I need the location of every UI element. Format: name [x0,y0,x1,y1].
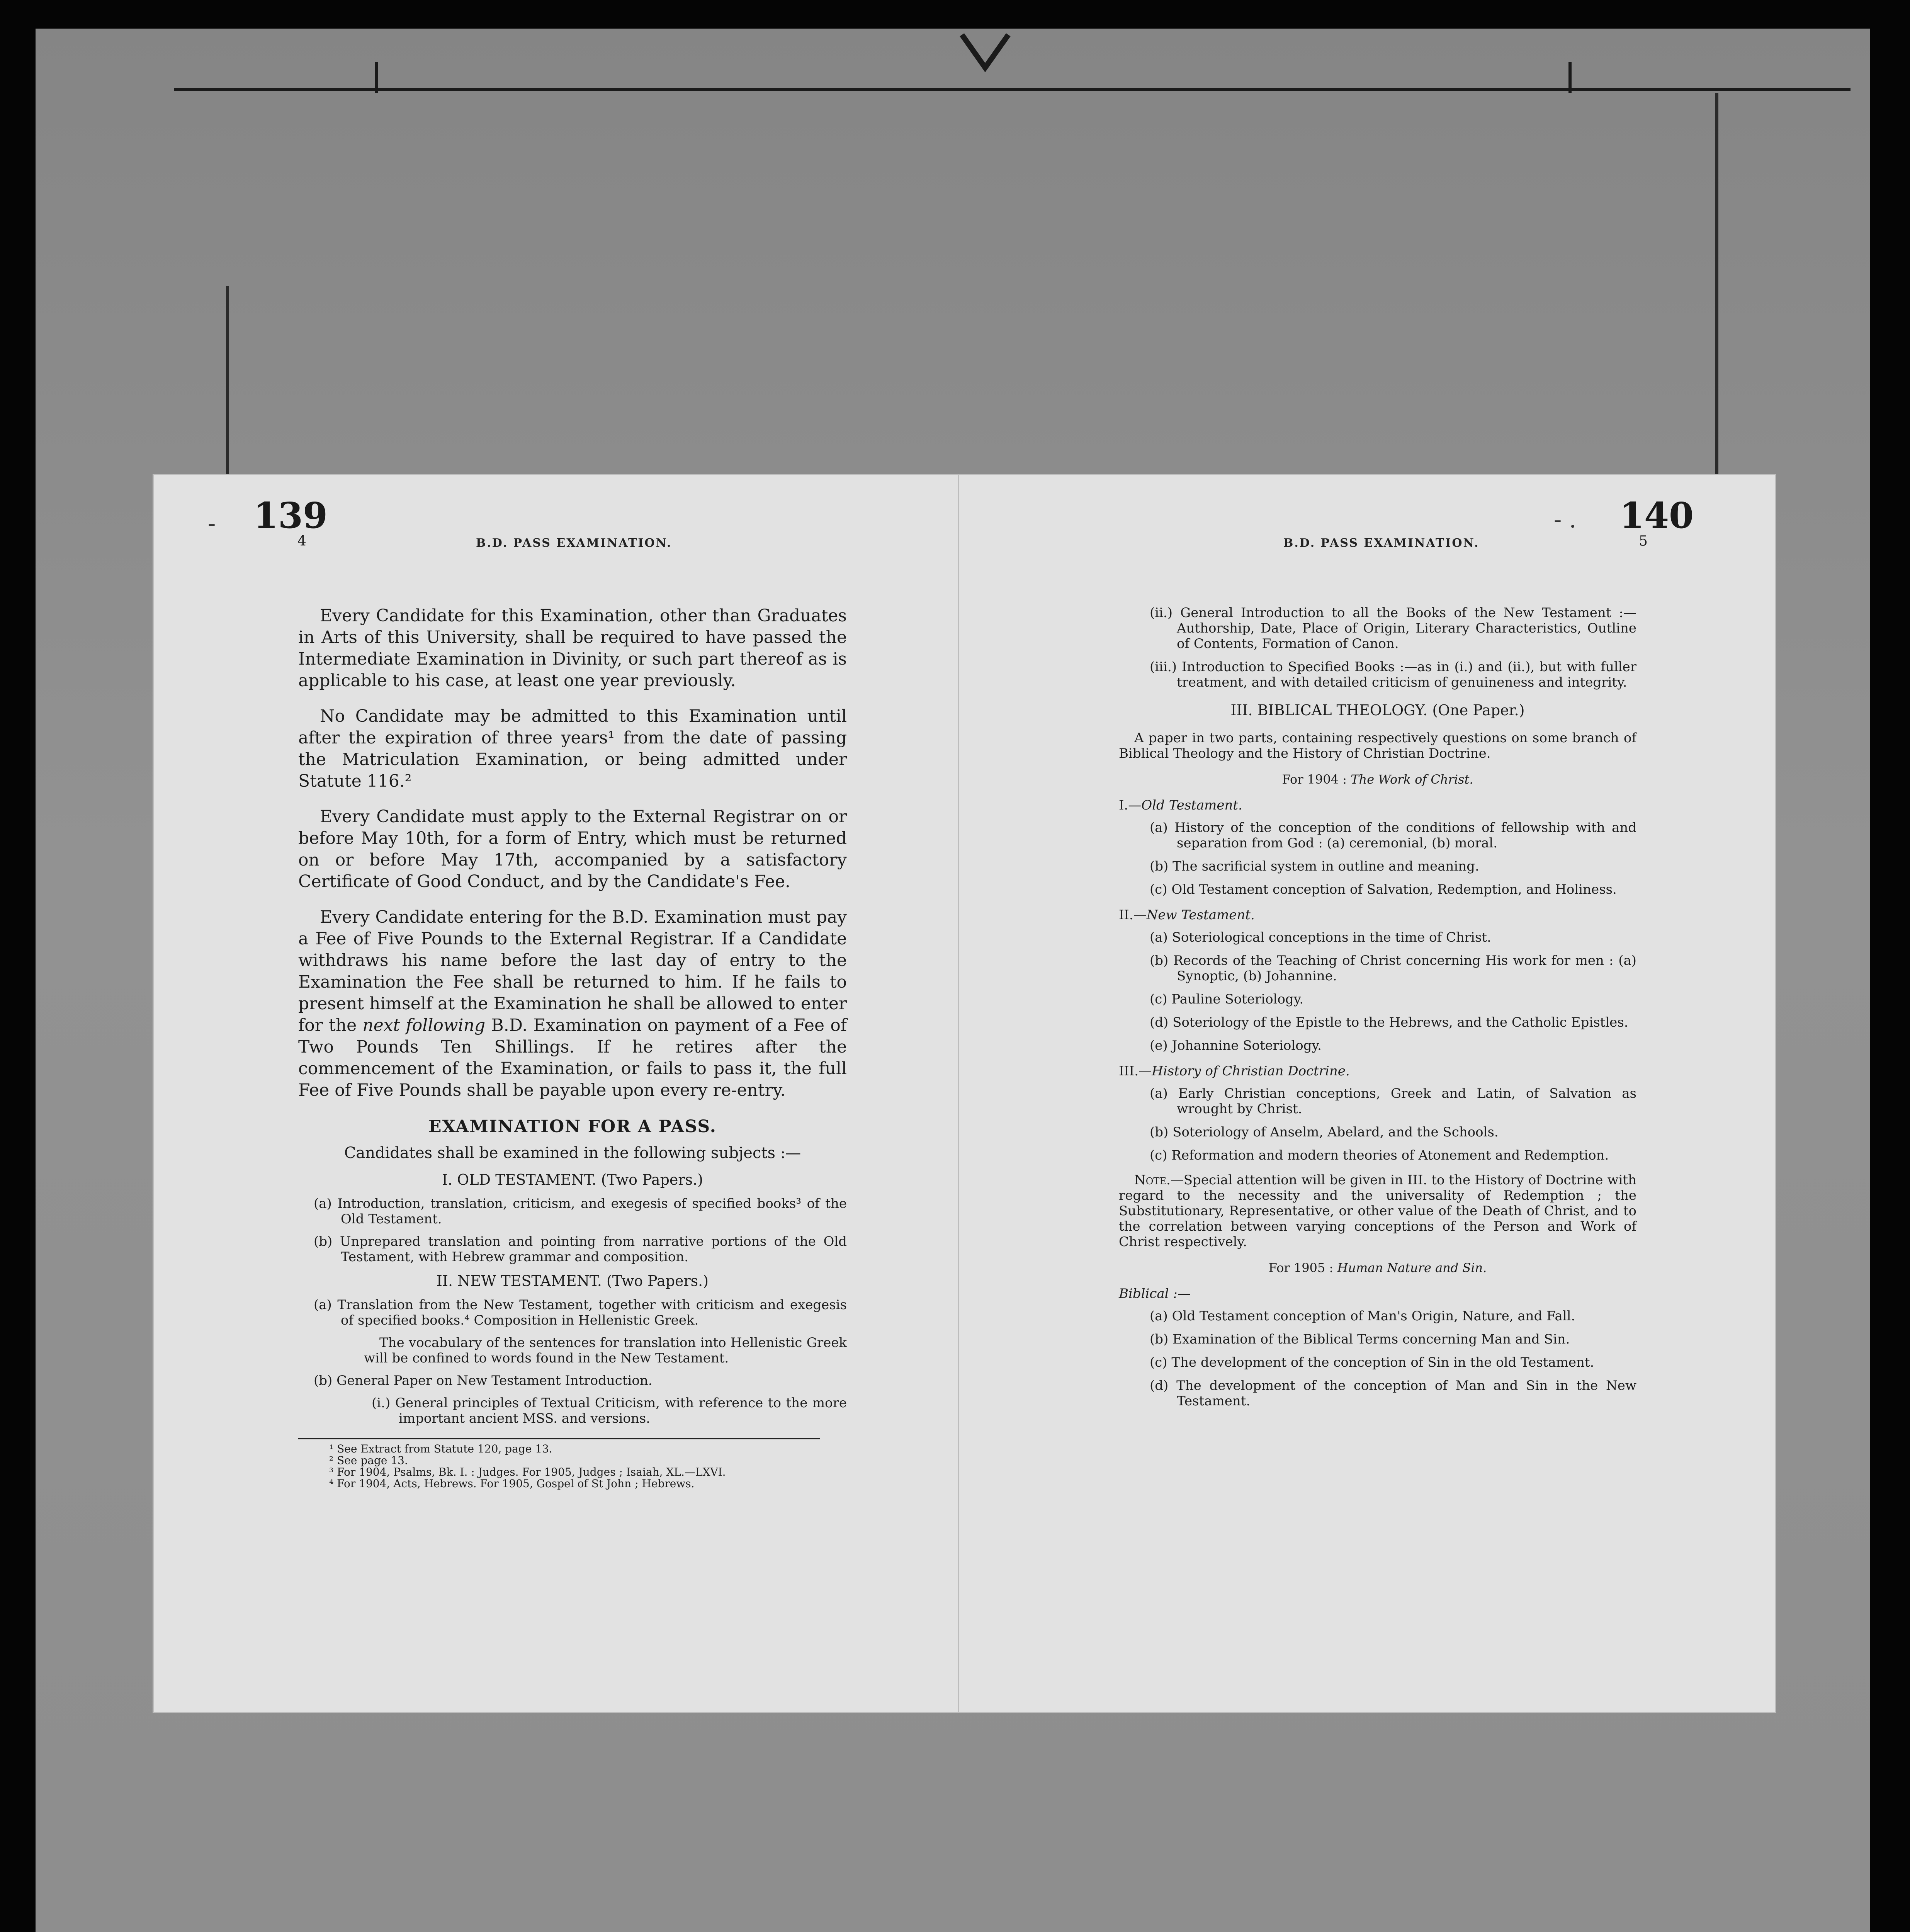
biblical-theology-heading: III. BIBLICAL THEOLOGY. (One Paper.) [1230,702,1525,719]
page-number: 139 [253,495,328,536]
list-item: (c) Reformation and modern theories of Atonement and Redemption. [1150,1148,1609,1163]
page-mark: - . [1554,506,1577,533]
chevron-down-icon [958,31,1012,73]
footnote: ⁴ For 1904, Acts, Hebrews. For 1905, Gospel of St John ; Hebrews. [329,1477,695,1490]
list-item: (b) General Paper on New Testament Introduction. [314,1373,653,1388]
list-item: (a) Introduction, translation, criticism, and exegesis of specified books³ of the Old Testament. [314,1196,847,1227]
list-item: (a) Old Testament conception of Man's Origin, Nature, and Fall. [1150,1308,1575,1324]
page-number-small: 5 [1639,533,1648,549]
page-number: 140 [1619,495,1694,536]
list-item: (a) Early Christian conceptions, Greek and Latin, of Salvation as wrought by Christ. [1150,1086,1636,1117]
list-item: (a) Soteriological conceptions in the time of Christ. [1150,930,1491,945]
frame-tick-left [375,62,378,93]
list-item: (b) The sacrificial system in outline and meaning. [1150,859,1479,874]
section-new-testament: II.—New Testament. [1119,907,1255,923]
footnote: ² See page 13. [329,1454,408,1467]
footnote-rule [298,1438,820,1439]
page-number-small: 4 [297,533,306,549]
section-biblical: Biblical :— [1119,1286,1191,1301]
new-testament-heading: II. NEW TESTAMENT. (Two Papers.) [436,1272,709,1289]
running-head: B.D. PASS EXAMINATION. [476,536,672,550]
left-page [154,475,970,1712]
footnote: ¹ See Extract from Statute 120, page 13. [329,1442,552,1455]
list-item: (b) Examination of the Biblical Terms concerning Man and Sin. [1150,1332,1570,1347]
list-item: (e) Johannine Soteriology. [1150,1038,1322,1053]
list-item: (b) Soteriology of Anselm, Abelard, and the Schools. [1150,1124,1499,1140]
list-item: (d) Soteriology of the Epistle to the Hebrews, and the Catholic Epistles. [1150,1015,1628,1030]
section-old-testament: I.—Old Testament. [1119,798,1242,813]
frame-side-left [226,286,229,495]
list-item: (b) Records of the Teaching of Christ concerning His work for men : (a) Synoptic, (b) Johannine. [1150,953,1636,984]
frame-top-rule [174,88,1851,91]
year-1904-line: For 1904 : The Work of Christ. [1282,772,1473,787]
paragraph: No Candidate may be admitted to this Examination until after the expiration of three years¹ from the date of passing the Matriculation Examination, or being admitted under Statute 116.² [298,706,847,791]
old-testament-heading: I. OLD TESTAMENT. (Two Papers.) [442,1171,703,1188]
list-item: (d) The development of the conception of Man and Sin in the New Testament. [1150,1378,1636,1409]
list-item: (c) Pauline Soteriology. [1150,992,1304,1007]
note-paragraph: Note.—Special attention will be given in III. to the History of Doctrine with regard to the necessity and the universality of Redemption ; the Substitutionary, Representative, or other value of the Death of Christ, and to the correlation between varying conceptions of the Person and Work of Christ respectively. [1119,1172,1636,1250]
paragraph: A paper in two parts, containing respectively questions on some branch of Biblical Theology and the History of Christian Doctrine. [1119,730,1636,761]
left-page-body [298,605,847,1490]
page-mark: - [208,510,216,537]
list-item: (iii.) Introduction to Specified Books :—as in (i.) and (ii.), but with fuller treatment, and with detailed criticism of genuineness and integrity. [1150,659,1636,690]
section-history-of-doctrine: III.—History of Christian Doctrine. [1119,1063,1350,1079]
candidates-line: Candidates shall be examined in the following subjects :— [344,1144,801,1162]
paragraph-fees: Every Candidate entering for the B.D. Examination must pay a Fee of Five Pounds to the External Registrar. If a Candidate withdraws his name before the last day of entry to the Examination the Fee shall be returned to him. If he fails to present himself at the Examination he shall be allowed to enter for the next following B.D. Examination on payment of a Fee of Two Pounds Ten Shillings. If he retires after the commencement of the Examination, or fails to pass it, the full Fee of Five Pounds shall be payable upon every re-entry. [298,907,847,1100]
vocabulary-note: The vocabulary of the sentences for translation into Hellenistic Greek will be confined to words found in the New Testament. [364,1335,847,1366]
list-item: (ii.) General Introduction to all the Books of the New Testament :—Authorship, Date, Place of Origin, Literary Characteristics, Outline of Contents, Formation of Canon. [1150,605,1636,651]
list-item: (i.) General principles of Textual Criticism, with reference to the more important ancient MSS. and versions. [372,1395,847,1426]
footnote: ³ For 1904, Psalms, Bk. I. : Judges. For 1905, Judges ; Isaiah, XL.—LXVI. [329,1466,726,1478]
frame-tick-right [1568,62,1572,93]
list-item: (c) Old Testament conception of Salvation, Redemption, and Holiness. [1150,882,1617,897]
year-1905-line: For 1905 : Human Nature and Sin. [1268,1260,1487,1275]
right-page-body [1119,605,1636,1417]
right-page [959,475,1775,1712]
list-item: (c) The development of the conception of Sin in the old Testament. [1150,1355,1594,1370]
list-item: (a) Translation from the New Testament, together with criticism and exegesis of specified books.⁴ Composition in Hellenistic Greek. [314,1297,847,1328]
list-item: (a) History of the conception of the conditions of fellowship with and separation from God : (a) ceremonial, (b) moral. [1150,820,1636,851]
running-head: B.D. PASS EXAMINATION. [1283,536,1480,550]
frame-side-right [1715,93,1718,479]
paragraph: Every Candidate must apply to the External Registrar on or before May 10th, for a form of Entry, which must be returned on or before May 17th, accompanied by a satisfactory Certificate of Good Conduct, and by the Candidate's Fee. [298,807,847,891]
paragraph: Every Candidate for this Examination, other than Graduates in Arts of this University, shall be required to have passed the Intermediate Examination in Divinity, or such part thereof as is applicable to his case, at least one year previously. [298,606,847,690]
exam-heading: EXAMINATION FOR A PASS. [428,1117,717,1136]
list-item: (b) Unprepared translation and pointing from narrative portions of the Old Testament, with Hebrew grammar and composition. [314,1234,847,1265]
